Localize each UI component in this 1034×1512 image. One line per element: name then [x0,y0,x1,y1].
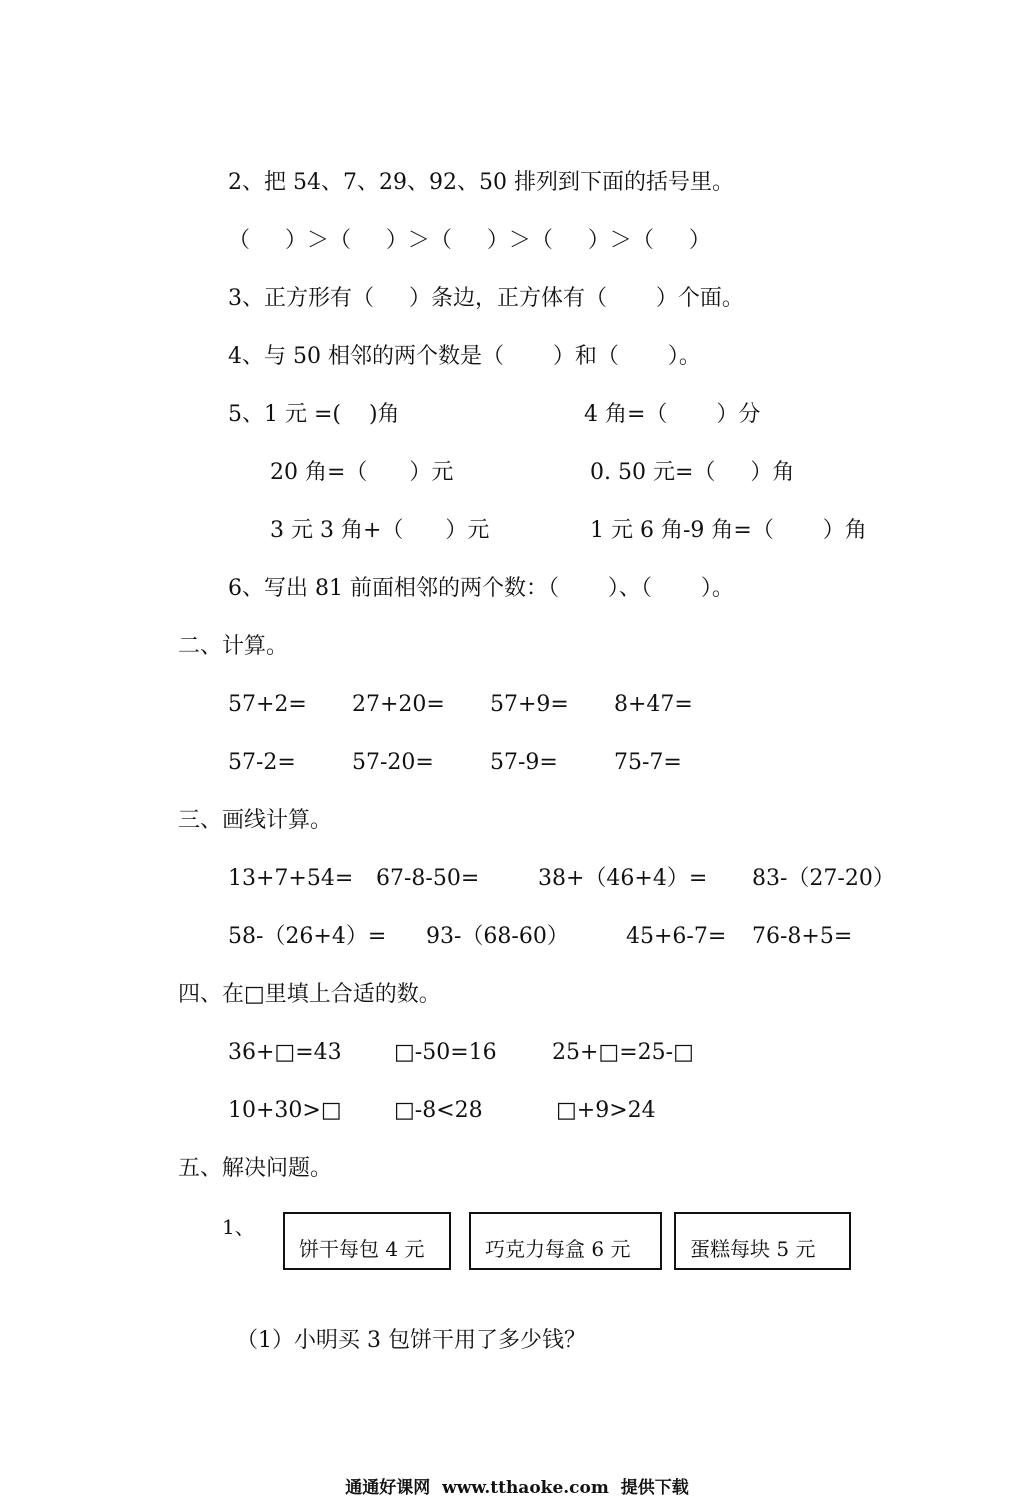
price-box-biscuits [283,1212,451,1270]
question-3: 3、正方形有（ ）条边，正方体有（ ）个面。 [228,286,744,311]
calc-item: 93-（68-60） [426,924,569,949]
section-2-heading: 二、计算。 [178,634,289,659]
fill-item: □+9>24 [556,1098,656,1123]
fill-item: □-8<28 [394,1098,483,1123]
calc-item: 45+6-7= [626,924,727,949]
price-box-cake [674,1212,851,1270]
price-box-chocolate [469,1212,662,1270]
calc-item: 83-（27-20） [752,866,895,891]
footer-watermark: 通通好课网 www.tthaoke.com 提供下载 [345,1478,689,1498]
calc-item: 57-20= [352,750,434,775]
calc-item: 13+7+54= [228,866,354,891]
calc-item: 57-9= [490,750,558,775]
calc-item: 57+2= [228,692,307,717]
calc-item: 76-8+5= [752,924,853,949]
calc-item: 8+47= [614,692,693,717]
question-4: 4、与 50 相邻的两个数是（ ）和（ ）。 [228,344,701,369]
price-box-label: 蛋糕每块 5 元 [690,1237,816,1261]
calc-item: 67-8-50= [376,866,480,891]
question-5-e: 3 元 3 角+（ ）元 [270,518,490,543]
calc-item: 75-7= [614,750,682,775]
sub-question-1: （1）小明买 3 包饼干用了多少钱？ [236,1328,586,1353]
calc-item: 57-2= [228,750,296,775]
calc-item: 27+20= [352,692,445,717]
calc-item: 57+9= [490,692,569,717]
fill-item: 36+□=43 [228,1040,342,1065]
calc-item: 58-（26+4）= [228,924,387,949]
price-box-label: 饼干每包 4 元 [299,1237,425,1261]
section-3-heading: 三、画线计算。 [178,808,333,833]
question-2-text: 2、把 54、7、29、92、50 排列到下面的括号里。 [228,170,734,195]
fill-item: □-50=16 [394,1040,497,1065]
fill-item: 10+30>□ [228,1098,342,1123]
problem-1-label: 1、 [222,1215,255,1239]
question-5-a: 5、1 元 =( )角 [228,402,400,427]
question-5-c: 20 角=（ ）元 [270,460,454,485]
section-4-heading: 四、在□里填上合适的数。 [178,982,441,1007]
section-5-heading: 五、解决问题。 [178,1156,333,1181]
question-6: 6、写出 81 前面相邻的两个数：（ ）、（ ）。 [228,576,734,601]
question-5-b: 4 角=（ ）分 [584,402,761,427]
calc-item: 38+（46+4）= [538,866,708,891]
question-2-blanks: （ ）＞（ ）＞（ ）＞（ ）＞（ ） [228,228,711,253]
question-5-f: 1 元 6 角-9 角=（ ）角 [590,518,867,543]
question-5-d: 0. 50 元=（ ）角 [590,460,795,485]
fill-item: 25+□=25-□ [552,1040,694,1065]
price-box-label: 巧克力每盒 6 元 [485,1237,631,1261]
